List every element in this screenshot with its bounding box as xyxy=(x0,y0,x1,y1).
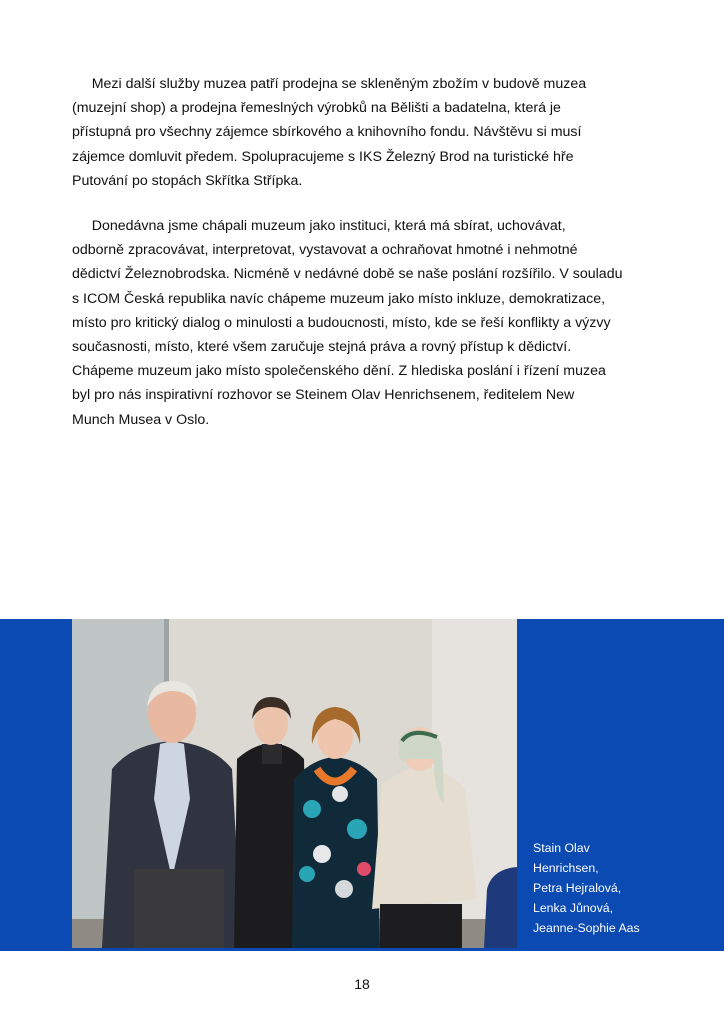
caption-line: Stain Olav xyxy=(533,841,590,855)
photo-caption xyxy=(533,838,713,938)
text-line: přístupná pro všechny zájemce sbírkového a knihovního fondu. Návštěvu si musí xyxy=(72,124,582,141)
text-line: Mezi další služby muzea patří prodejna se skleněným zbožím v budově muzea xyxy=(72,76,587,92)
paragraph-museum-mission xyxy=(72,214,672,432)
text-line: Chápeme muzeum jako místo společenského dění. Z hlediska poslání i řízení muzea xyxy=(72,363,606,380)
caption-line: Petra Hejralová, xyxy=(533,881,622,895)
page-number: 18 xyxy=(354,976,370,992)
paragraph-museum-services xyxy=(72,72,672,193)
text-line: (muzejní shop) a prodejna řemeslných výrobků na Bělišti a badatelna, která je xyxy=(72,100,561,117)
text-line: Donedávna jsme chápali muzeum jako instituci, která má sbírat, uchovávat, xyxy=(72,218,566,234)
text-line: místo pro kritický dialog o minulosti a budoucnosti, místo, kde se řeší konflikty a výzvy xyxy=(72,314,611,331)
text-line: Putování po stopách Skřítka Střípka. xyxy=(72,172,303,189)
text-line: byl pro nás inspirativní rozhovor se Steinem Olav Henrichsenem, ředitelem New xyxy=(72,387,575,404)
caption-line: Lenka Jůnová, xyxy=(533,901,613,915)
caption-line: Jeanne-Sophie Aas xyxy=(533,921,640,935)
caption-line: Henrichsen, xyxy=(533,861,599,875)
text-line: dědictví Železnobrodska. Nicméně v nedávné době se naše poslání rozšířilo. V souladu xyxy=(72,266,623,283)
group-photo xyxy=(72,619,517,948)
text-line: současnosti, místo, které všem zaručuje stejná práva a rovný přístup k dědictví. xyxy=(72,339,572,356)
text-line: odborně zpracovávat, interpretovat, vystavovat a ochraňovat hmotné i nehmotné xyxy=(72,242,578,259)
text-line: Munch Musea v Oslo. xyxy=(72,411,210,428)
text-line: zájemce domluvit předem. Spolupracujeme s IKS Železný Brod na turistické hře xyxy=(72,148,574,165)
text-line: s ICOM Česká republika navíc chápeme muzeum jako místo inkluze, demokratizace, xyxy=(72,290,606,307)
